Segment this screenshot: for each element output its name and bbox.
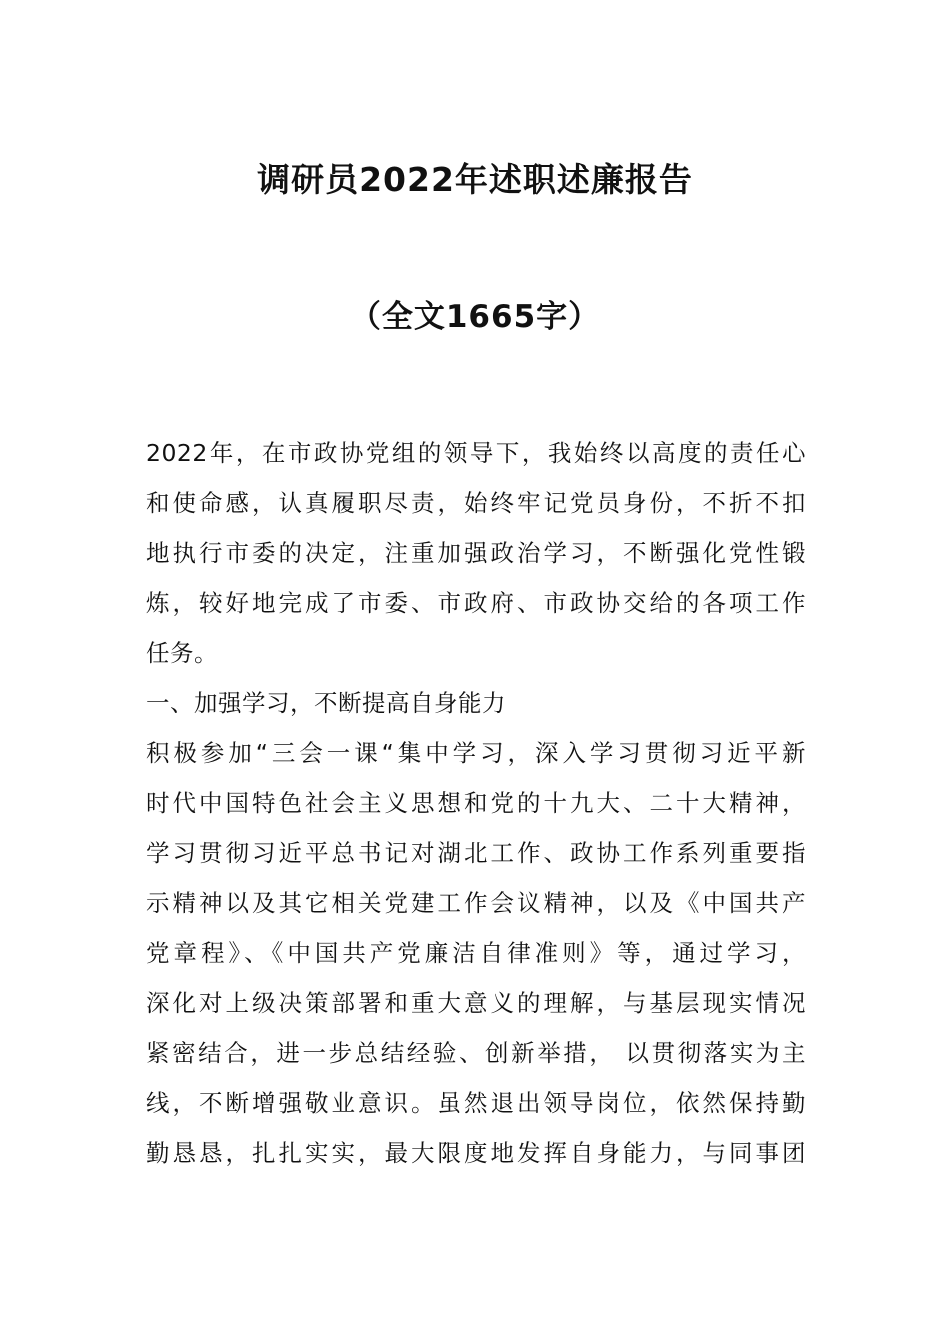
document-title: 调研员2022年述职述廉报告 [257,160,693,199]
document-body [146,428,806,1178]
body-line: 炼，较好地完成了市委、市政府、市政协交给的各项工作 [146,589,806,617]
body-line: 学习贯彻习近平总书记对湖北工作、政协工作系列重要指 [146,839,806,867]
body-line: 党章程》、《中国共产党廉洁自律准则》等，通过学习， [146,939,806,967]
body-line: 线，不断增强敬业意识。虽然退出领导岗位，依然保持勤 [146,1089,806,1117]
body-line: 深化对上级决策部署和重大意义的理解，与基层现实情况 [146,989,806,1017]
body-line: 和使命感，认真履职尽责，始终牢记党员身份，不折不扣 [146,489,806,517]
document-subtitle: （全文1665字） [349,299,601,335]
body-line: 时代中国特色社会主义思想和党的十九大、二十大精神， [146,789,806,817]
body-line: 积极参加“三会一课“集中学习，深入学习贯彻习近平新 [146,739,806,767]
body-line: 一、加强学习，不断提高自身能力 [146,689,506,717]
body-line: 紧密结合，进一步总结经验、创新举措， 以贯彻落实为主 [146,1039,806,1067]
body-line: 2022年，在市政协党组的领导下，我始终以高度的责任心 [146,439,806,467]
body-line: 勤恳恳，扎扎实实，最大限度地发挥自身能力，与同事团 [146,1139,806,1167]
body-line: 地执行市委的决定，注重加强政治学习，不断强化党性锻 [146,539,806,567]
body-line: 示精神以及其它相关党建工作会议精神，以及《中国共产 [146,889,806,917]
body-line: 任务。 [146,639,218,667]
